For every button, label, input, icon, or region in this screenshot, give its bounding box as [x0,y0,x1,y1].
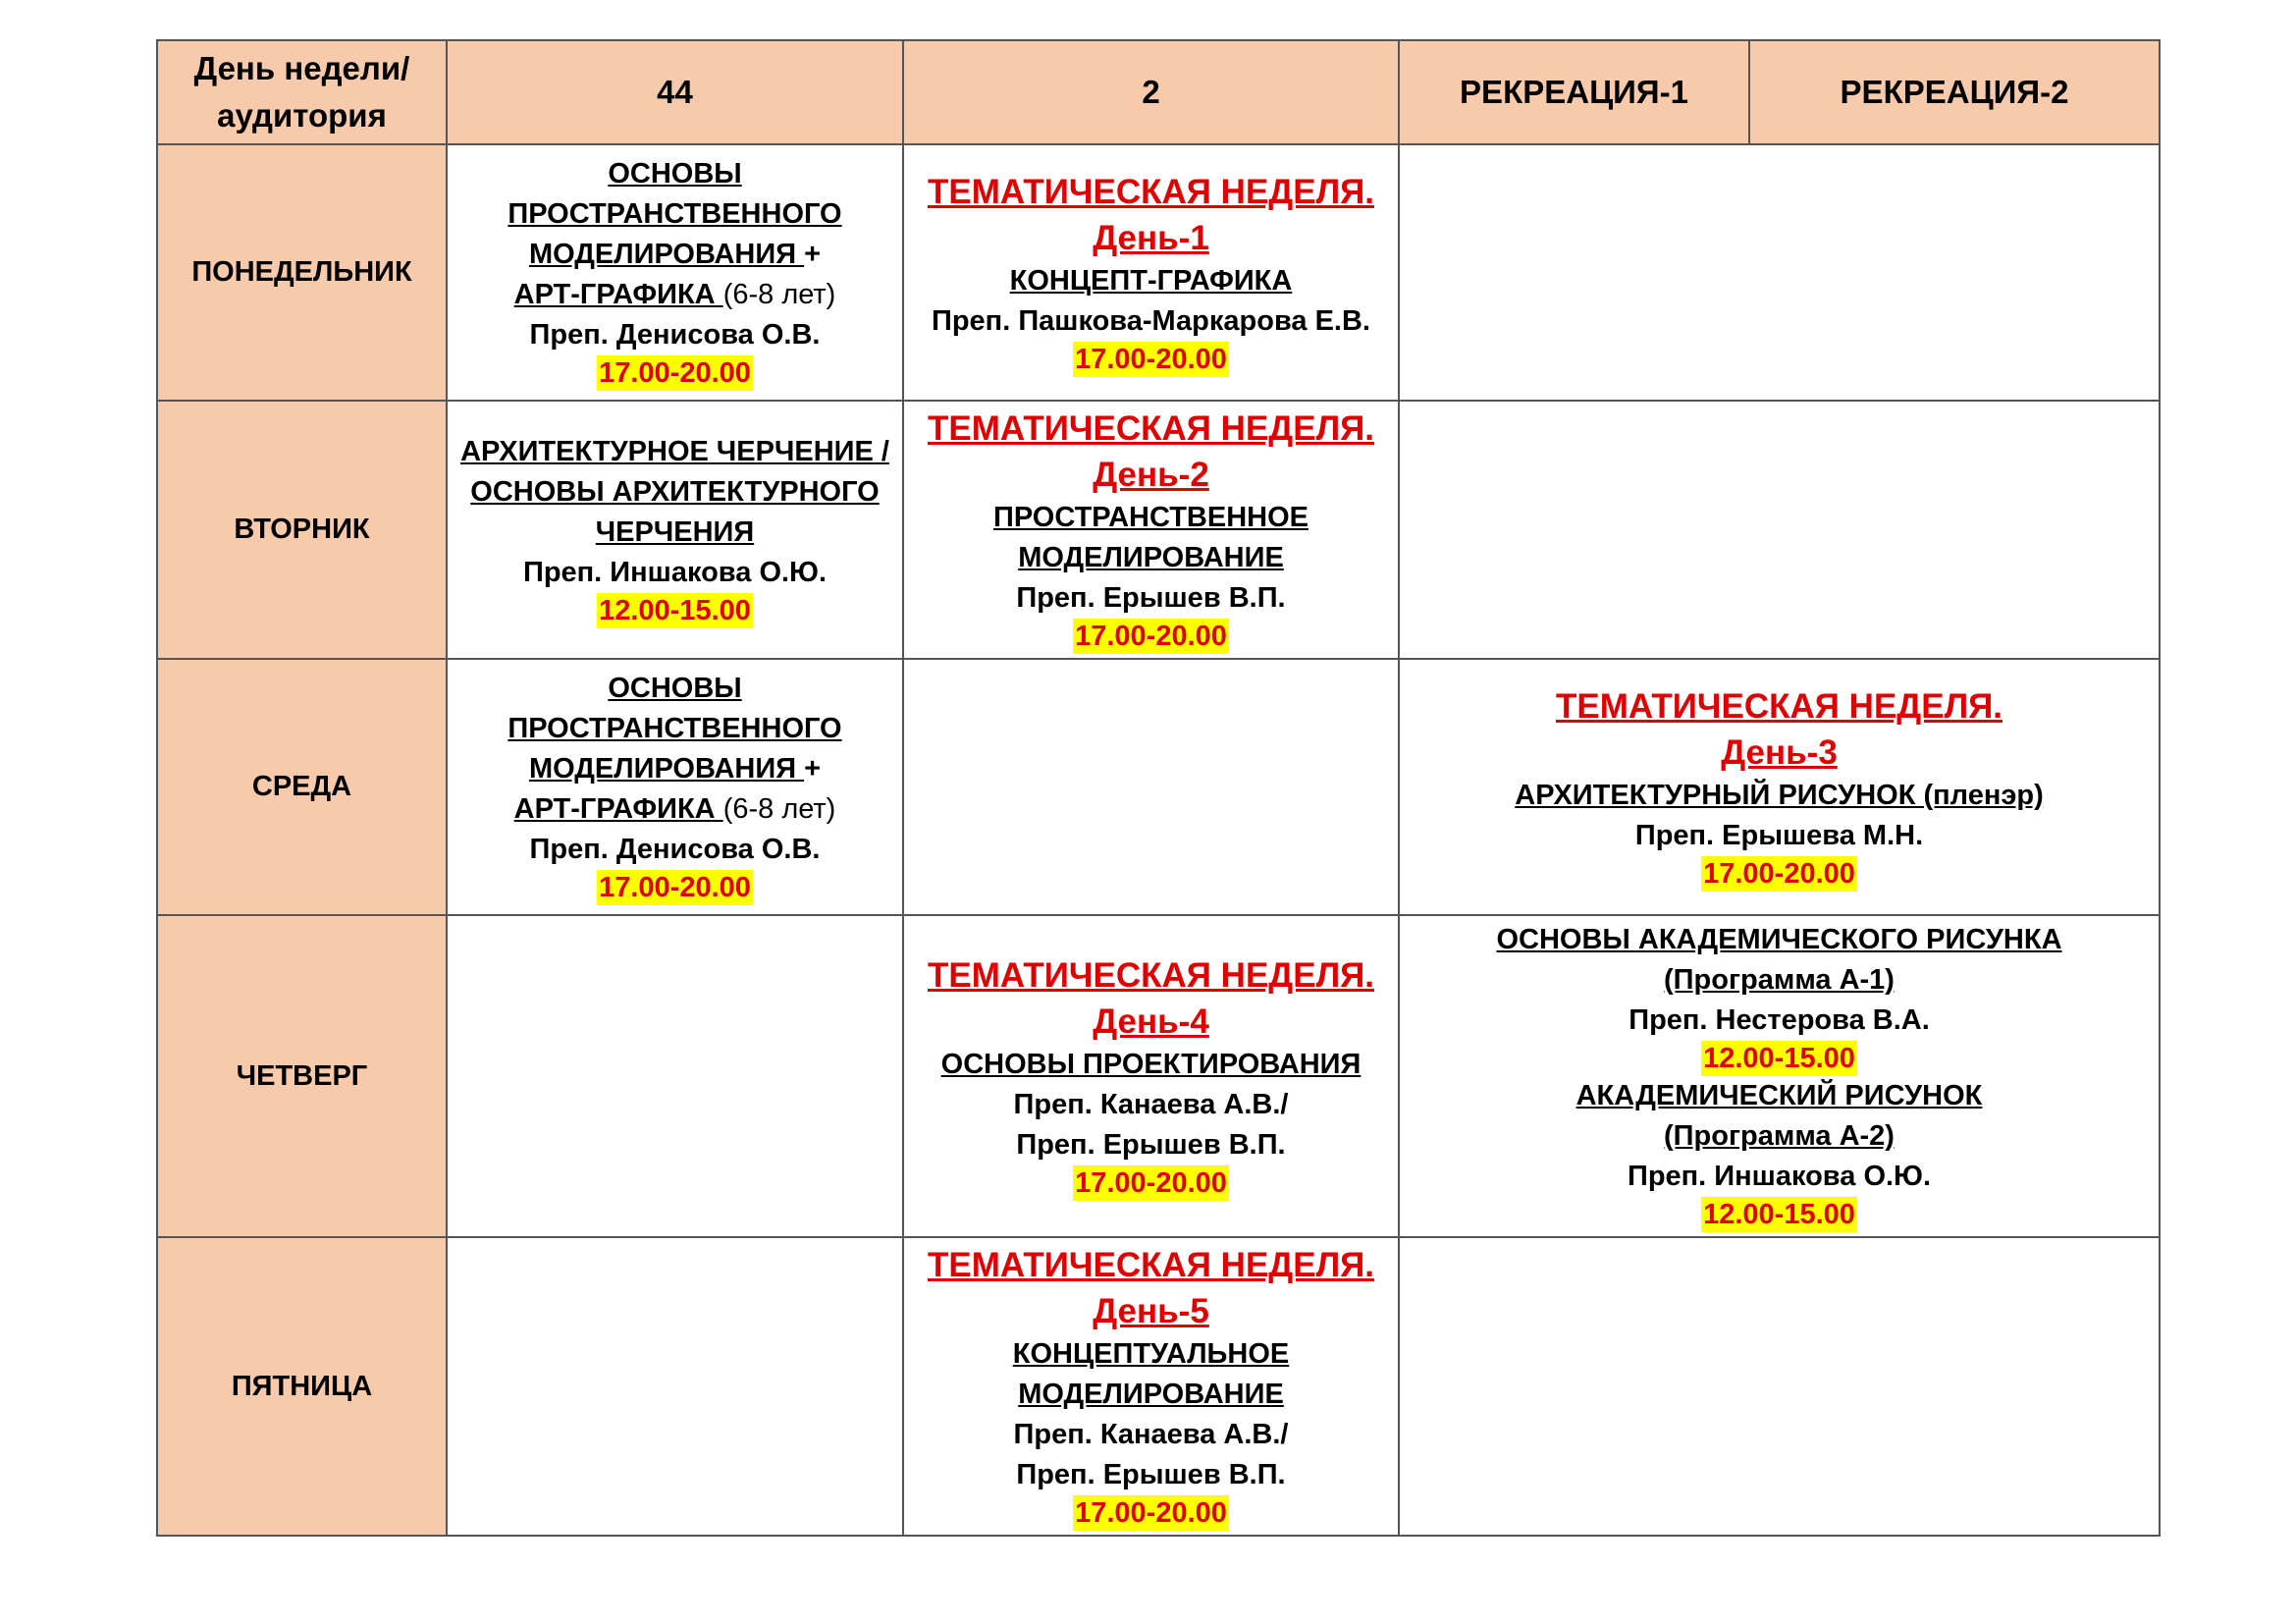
cell-thursday-recreation [1399,915,2160,1237]
time-badge: 17.00-20.00 [1075,343,1227,375]
teacher: Преп. Иншакова О.Ю. [522,556,828,588]
subject-line: АРХИТЕКТУРНОЕ ЧЕРЧЕНИЕ / [460,435,889,467]
day-friday: ПЯТНИЦА [157,1237,447,1536]
subject-line: АРХИТЕКТУРНЫЙ РИСУНОК (пленэр) [1515,779,2044,811]
time-badge: 17.00-20.00 [1075,1497,1227,1529]
cell-monday-room-44 [447,144,903,401]
teacher: Преп. Канаева А.В./ [1013,1419,1289,1450]
subject-line: МОДЕЛИРОВАНИЯ [528,753,805,785]
theme-title: ТЕМАТИЧЕСКАЯ НЕДЕЛЯ. [1555,686,2003,726]
subject-line: МОДЕЛИРОВАНИЕ [1018,1379,1284,1410]
subject-line: ПРОСТРАНСТВЕННОГО [507,198,842,230]
theme-day: День-1 [1093,218,1209,257]
theme-title: ТЕМАТИЧЕСКАЯ НЕДЕЛЯ. [927,409,1375,448]
theme-day: День-4 [1093,1001,1209,1041]
age-note: (6-8 лет) [722,793,836,825]
cell-monday-room-2 [903,144,1399,401]
time-badge: 17.00-20.00 [1703,857,1855,890]
subject-line: ПРОСТРАНСТВЕННОЕ [993,502,1308,533]
teacher: Преп. Ерышев В.П. [1016,582,1286,614]
row-wednesday [157,659,2160,915]
header-recreation-2: РЕКРЕАЦИЯ-2 [1749,40,2160,144]
teacher: Преп. Иншакова О.Ю. [1627,1161,1932,1192]
day-thursday: ЧЕТВЕРГ [157,915,447,1237]
teacher: Преп. Денисова О.В. [529,834,821,865]
cell-tuesday-room-2 [903,401,1399,659]
row-monday [157,144,2160,401]
subject-line: КОНЦЕПТУАЛЬНОЕ [1012,1338,1290,1370]
cell-tuesday-recreation [1399,401,2160,659]
theme-title: ТЕМАТИЧЕСКАЯ НЕДЕЛЯ. [927,172,1375,211]
cell-tuesday-room-44 [447,401,903,659]
teacher: Преп. Денисова О.В. [529,319,821,351]
subject-line: АРТ-ГРАФИКА [513,279,723,310]
cell-monday-recreation [1399,144,2160,401]
subject-line: ОСНОВЫ [608,673,742,704]
teacher: Преп. Ерышев В.П. [1016,1128,1286,1161]
age-note: (6-8 лет) [722,279,836,310]
header-recreation-1: РЕКРЕАЦИЯ-1 [1399,40,1749,144]
plus-sign: + [804,239,822,270]
theme-title: ТЕМАТИЧЕСКАЯ НЕДЕЛЯ. [927,1246,1375,1284]
day-tuesday: ВТОРНИК [157,401,447,659]
time-badge: 17.00-20.00 [599,357,751,389]
subject-line: ЧЕРЧЕНИЯ [595,515,755,548]
cell-friday-room-2 [903,1237,1399,1536]
row-friday [157,1237,2160,1536]
cell-wednesday-room-2 [903,659,1399,915]
day-wednesday: СРЕДА [157,659,447,915]
subject-line: ОСНОВЫ [608,158,742,189]
teacher: Преп. Нестерова В.А. [1629,1004,1930,1036]
cell-wednesday-recreation [1399,659,2160,915]
plus-sign: + [804,753,822,785]
schedule-table [156,39,2161,1537]
subject-line: ОСНОВЫ ПРОЕКТИРОВАНИЯ [940,1048,1362,1080]
subject-line: АКАДЕМИЧЕСКИЙ РИСУНОК [1575,1080,1983,1111]
time-badge: 12.00-15.00 [1703,1199,1855,1230]
subject-line: ПРОСТРАНСТВЕННОГО [507,713,842,744]
subject-line: МОДЕЛИРОВАНИЯ [528,239,805,270]
cell-wednesday-room-44 [447,659,903,915]
program-label: (Программа А-2) [1664,1120,1895,1152]
teacher: Преп. Пашкова-Маркарова Е.В. [932,304,1370,337]
cell-friday-room-44 [447,1237,903,1536]
theme-day: День-3 [1721,732,1838,772]
subject-line: ОСНОВЫ АКАДЕМИЧЕСКОГО РИСУНКА [1496,924,2062,955]
theme-day: День-2 [1093,456,1209,494]
subject-line: КОНЦЕПТ-ГРАФИКА [1009,264,1293,297]
program-label: (Программа А-1) [1664,964,1895,996]
time-badge: 12.00-15.00 [1703,1043,1855,1074]
subject-line: АРТ-ГРАФИКА [513,793,723,825]
teacher: Преп. Ерышева М.Н. [1634,819,1924,851]
cell-thursday-room-44 [447,915,903,1237]
theme-title: ТЕМАТИЧЕСКАЯ НЕДЕЛЯ. [927,955,1375,995]
time-badge: 17.00-20.00 [1075,1166,1227,1199]
time-badge: 12.00-15.00 [599,594,751,626]
theme-day: День-5 [1093,1292,1209,1330]
time-badge: 17.00-20.00 [1075,621,1227,652]
subject-line: МОДЕЛИРОВАНИЕ [1018,542,1284,573]
cell-thursday-room-2 [903,915,1399,1237]
day-monday: ПОНЕДЕЛЬНИК [157,144,447,401]
teacher: Преп. Ерышев В.П. [1016,1459,1286,1490]
header-room-2: 2 [903,40,1399,144]
header-room-44: 44 [447,40,903,144]
time-badge: 17.00-20.00 [599,872,751,903]
row-thursday [157,915,2160,1237]
header-day-column: День недели/ аудитория [157,40,447,144]
cell-friday-recreation [1399,1237,2160,1536]
row-tuesday [157,401,2160,659]
header-row [157,40,2160,144]
teacher: Преп. Канаева А.В./ [1013,1088,1289,1120]
subject-line: ОСНОВЫ АРХИТЕКТУРНОГО [470,475,880,508]
